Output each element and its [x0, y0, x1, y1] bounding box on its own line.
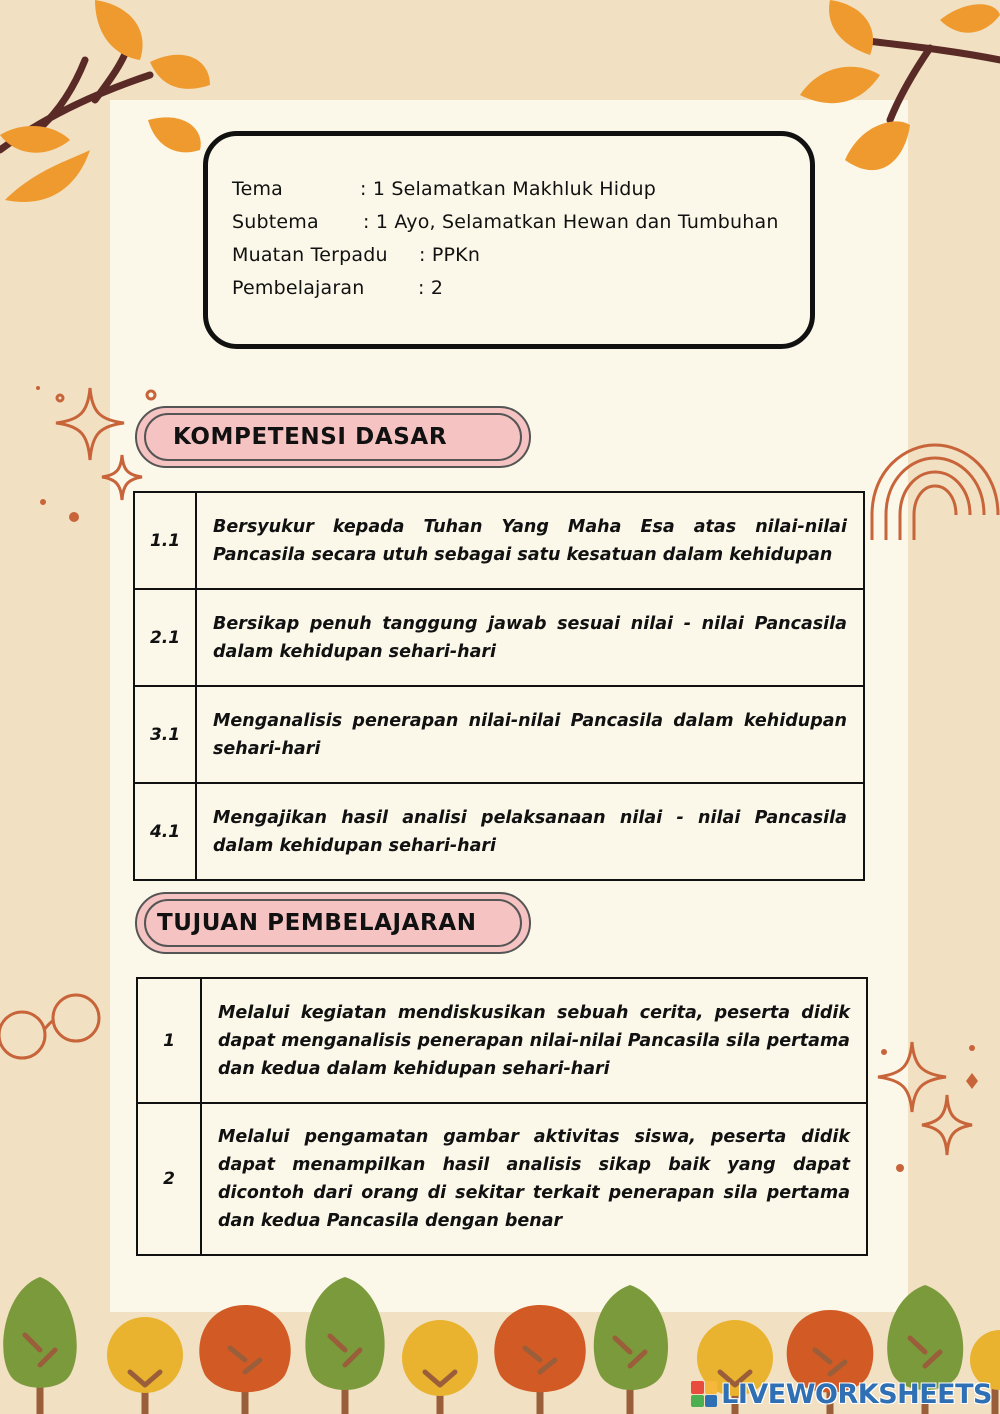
- kd-text: Bersyukur kepada Tuhan Yang Maha Esa atas nilai-nilai Pancasila secara utuh sebagai satu kesatuan dalam kehidupan: [196, 492, 864, 589]
- kompetensi-title: KOMPETENSI DASAR: [173, 424, 448, 450]
- info-label: Muatan Terpadu: [232, 244, 388, 266]
- kd-number: 3.1: [134, 686, 196, 783]
- info-row-subtema: [232, 211, 779, 233]
- info-label: Tema: [232, 178, 284, 200]
- info-row-pembelajaran: [232, 277, 444, 299]
- tp-text: Melalui pengamatan gambar aktivitas siswa, peserta didik dapat menampilkan hasil analisis sikap baik yang dapat dicontoh dari orang di sekitar terkait penerapan sila pertama dan kedua Pancasila dengan benar: [201, 1103, 867, 1255]
- table-row: [134, 783, 864, 880]
- tp-number: 2: [137, 1103, 201, 1255]
- rainbow-decor-right: [872, 445, 998, 540]
- lesson-info-box: [203, 131, 815, 349]
- info-value: : 1 Selamatkan Makhluk Hidup: [360, 178, 657, 200]
- table-row: [134, 686, 864, 783]
- info-label: Subtema: [232, 211, 319, 233]
- liveworksheets-logo-icon: [691, 1381, 717, 1407]
- info-value: : PPKn: [419, 244, 481, 266]
- info-label: Pembelajaran: [232, 277, 365, 299]
- kd-number: 2.1: [134, 589, 196, 686]
- table-row: [137, 1103, 867, 1255]
- kd-text: Bersikap penuh tanggung jawab sesuai nilai - nilai Pancasila dalam kehidupan sehari-hari: [196, 589, 864, 686]
- tp-text: Melalui kegiatan mendiskusikan sebuah cerita, peserta didik dapat menganalisis penerapan nilai-nilai Pancasila sila pertama dan kedua dalam kehidupan sehari-hari: [201, 978, 867, 1103]
- kompetensi-table: [133, 491, 865, 881]
- kd-number: 4.1: [134, 783, 196, 880]
- kd-text: Menganalisis penerapan nilai-nilai Pancasila dalam kehidupan sehari-hari: [196, 686, 864, 783]
- watermark-text: LIVEWORKSHEETS: [721, 1378, 992, 1410]
- tp-number: 1: [137, 978, 201, 1103]
- info-row-tema: [232, 178, 657, 200]
- info-value: : 1 Ayo, Selamatkan Hewan dan Tumbuhan: [363, 211, 779, 233]
- circles-decor-left: [0, 995, 99, 1058]
- autumn-branch-top-left: [0, 0, 210, 202]
- tujuan-heading: [135, 892, 531, 954]
- autumn-branch-top-right: [800, 0, 1000, 170]
- table-row: [134, 589, 864, 686]
- kompetensi-heading: [135, 406, 531, 468]
- sparkle-decor-right: [878, 1042, 972, 1155]
- table-row: [134, 492, 864, 589]
- kd-text: Mengajikan hasil analisi pelaksanaan nilai - nilai Pancasila dalam kehidupan sehari-hari: [196, 783, 864, 880]
- tujuan-table: [136, 977, 868, 1256]
- dots-decor-left: [36, 386, 79, 522]
- dots-decor-right: [881, 1045, 978, 1172]
- info-row-muatan: [232, 244, 481, 266]
- liveworksheets-watermark[interactable]: [691, 1376, 992, 1412]
- tujuan-title: TUJUAN PEMBELAJARAN: [157, 910, 477, 936]
- info-value: : 2: [418, 277, 444, 299]
- kd-number: 1.1: [134, 492, 196, 589]
- table-row: [137, 978, 867, 1103]
